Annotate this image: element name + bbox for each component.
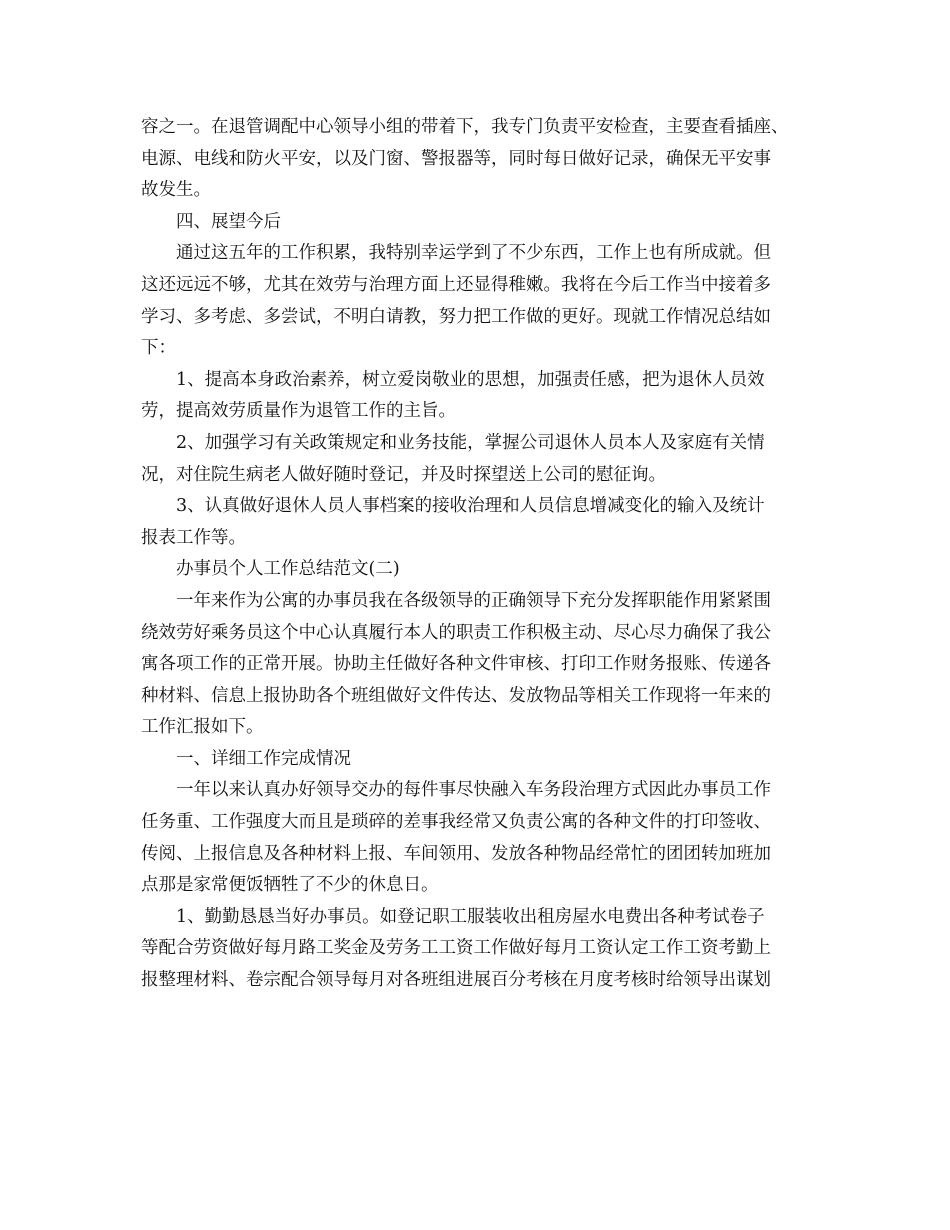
text-line: 传阅、上报信息及各种材料上报、车间领用、发放各种物品经常忙的团团转加班加	[141, 843, 771, 864]
text-line: 报表工作等。	[141, 527, 246, 548]
text-line: 一、详细工作完成情况	[176, 748, 351, 769]
text-line: 等配合劳资做好每月路工奖金及劳务工工资工作做好每月工资认定工作工资考勤上	[141, 938, 771, 959]
text-line: 四、展望今后	[176, 211, 281, 232]
text-line: 劳，提高效劳质量作为退管工作的主旨。	[141, 401, 456, 422]
text-line: 这还远远不够，尤其在效劳与治理方面上还显得稚嫩。我将在今后工作当中接着多	[141, 274, 771, 295]
text-line: 寓各项工作的正常开展。协助主任做好各种文件审核、打印工作财务报账、传递各	[141, 654, 771, 675]
text-line: 任务重、工作强度大而且是琐碎的差事我经常又负责公寓的各种文件的打印签收、	[141, 812, 771, 833]
text-line: 况，对住院生病老人做好随时登记，并及时探望送上公司的慰征询。	[141, 464, 666, 485]
text-line: 3、认真做好退休人员人事档案的接收治理和人员信息增减变化的输入及统计	[176, 496, 765, 517]
text-line: 办事员个人工作总结范文(二)	[176, 559, 400, 580]
text-line: 工作汇报如下。	[141, 717, 264, 738]
text-line: 学习、多考虑、多尝试，不明白请教，努力把工作做的更好。现就工作情况总结如	[141, 306, 771, 327]
text-line: 报整理材料、卷宗配合领导每月对各班组进展百分考核在月度考核时给领导出谋划	[141, 970, 771, 991]
text-line: 容之一。在退管调配中心领导小组的带着下，我专门负责平安检查，主要查看插座、	[141, 117, 789, 137]
text-line: 1、提高本身政治素养，树立爱岗敬业的思想，加强责任感，把为退休人员效	[176, 369, 765, 390]
text-line: 一年来作为公寓的办事员我在各级领导的正确领导下充分发挥职能作用紧紧围	[176, 590, 771, 611]
text-line: 点那是家常便饭牺牲了不少的休息日。	[141, 875, 439, 896]
text-line: 下：	[141, 338, 176, 359]
text-line: 故发生。	[141, 180, 211, 201]
text-line: 通过这五年的工作积累，我特别幸运学到了不少东西，工作上也有所成就。但	[176, 243, 771, 264]
text-line: 1、勤勤恳恳当好办事员。如登记职工服装收出租房屋水电费出各种考试卷子	[176, 906, 765, 927]
text-line: 绕效劳好乘务员这个中心认真履行本人的职责工作积极主动、尽心尽力确保了我公	[141, 622, 771, 643]
text-line: 一年以来认真办好领导交办的每件事尽快融入车务段治理方式因此办事员工作	[176, 780, 771, 801]
text-line: 2、加强学习有关政策规定和业务技能，掌握公司退休人员本人及家庭有关情	[176, 432, 765, 453]
text-line: 种材料、信息上报协助各个班组做好文件传达、发放物品等相关工作现将一年来的	[141, 685, 771, 706]
text-line: 电源、电线和防火平安，以及门窗、警报器等，同时每日做好记录，确保无平安事	[141, 148, 771, 169]
document-body	[141, 112, 821, 997]
